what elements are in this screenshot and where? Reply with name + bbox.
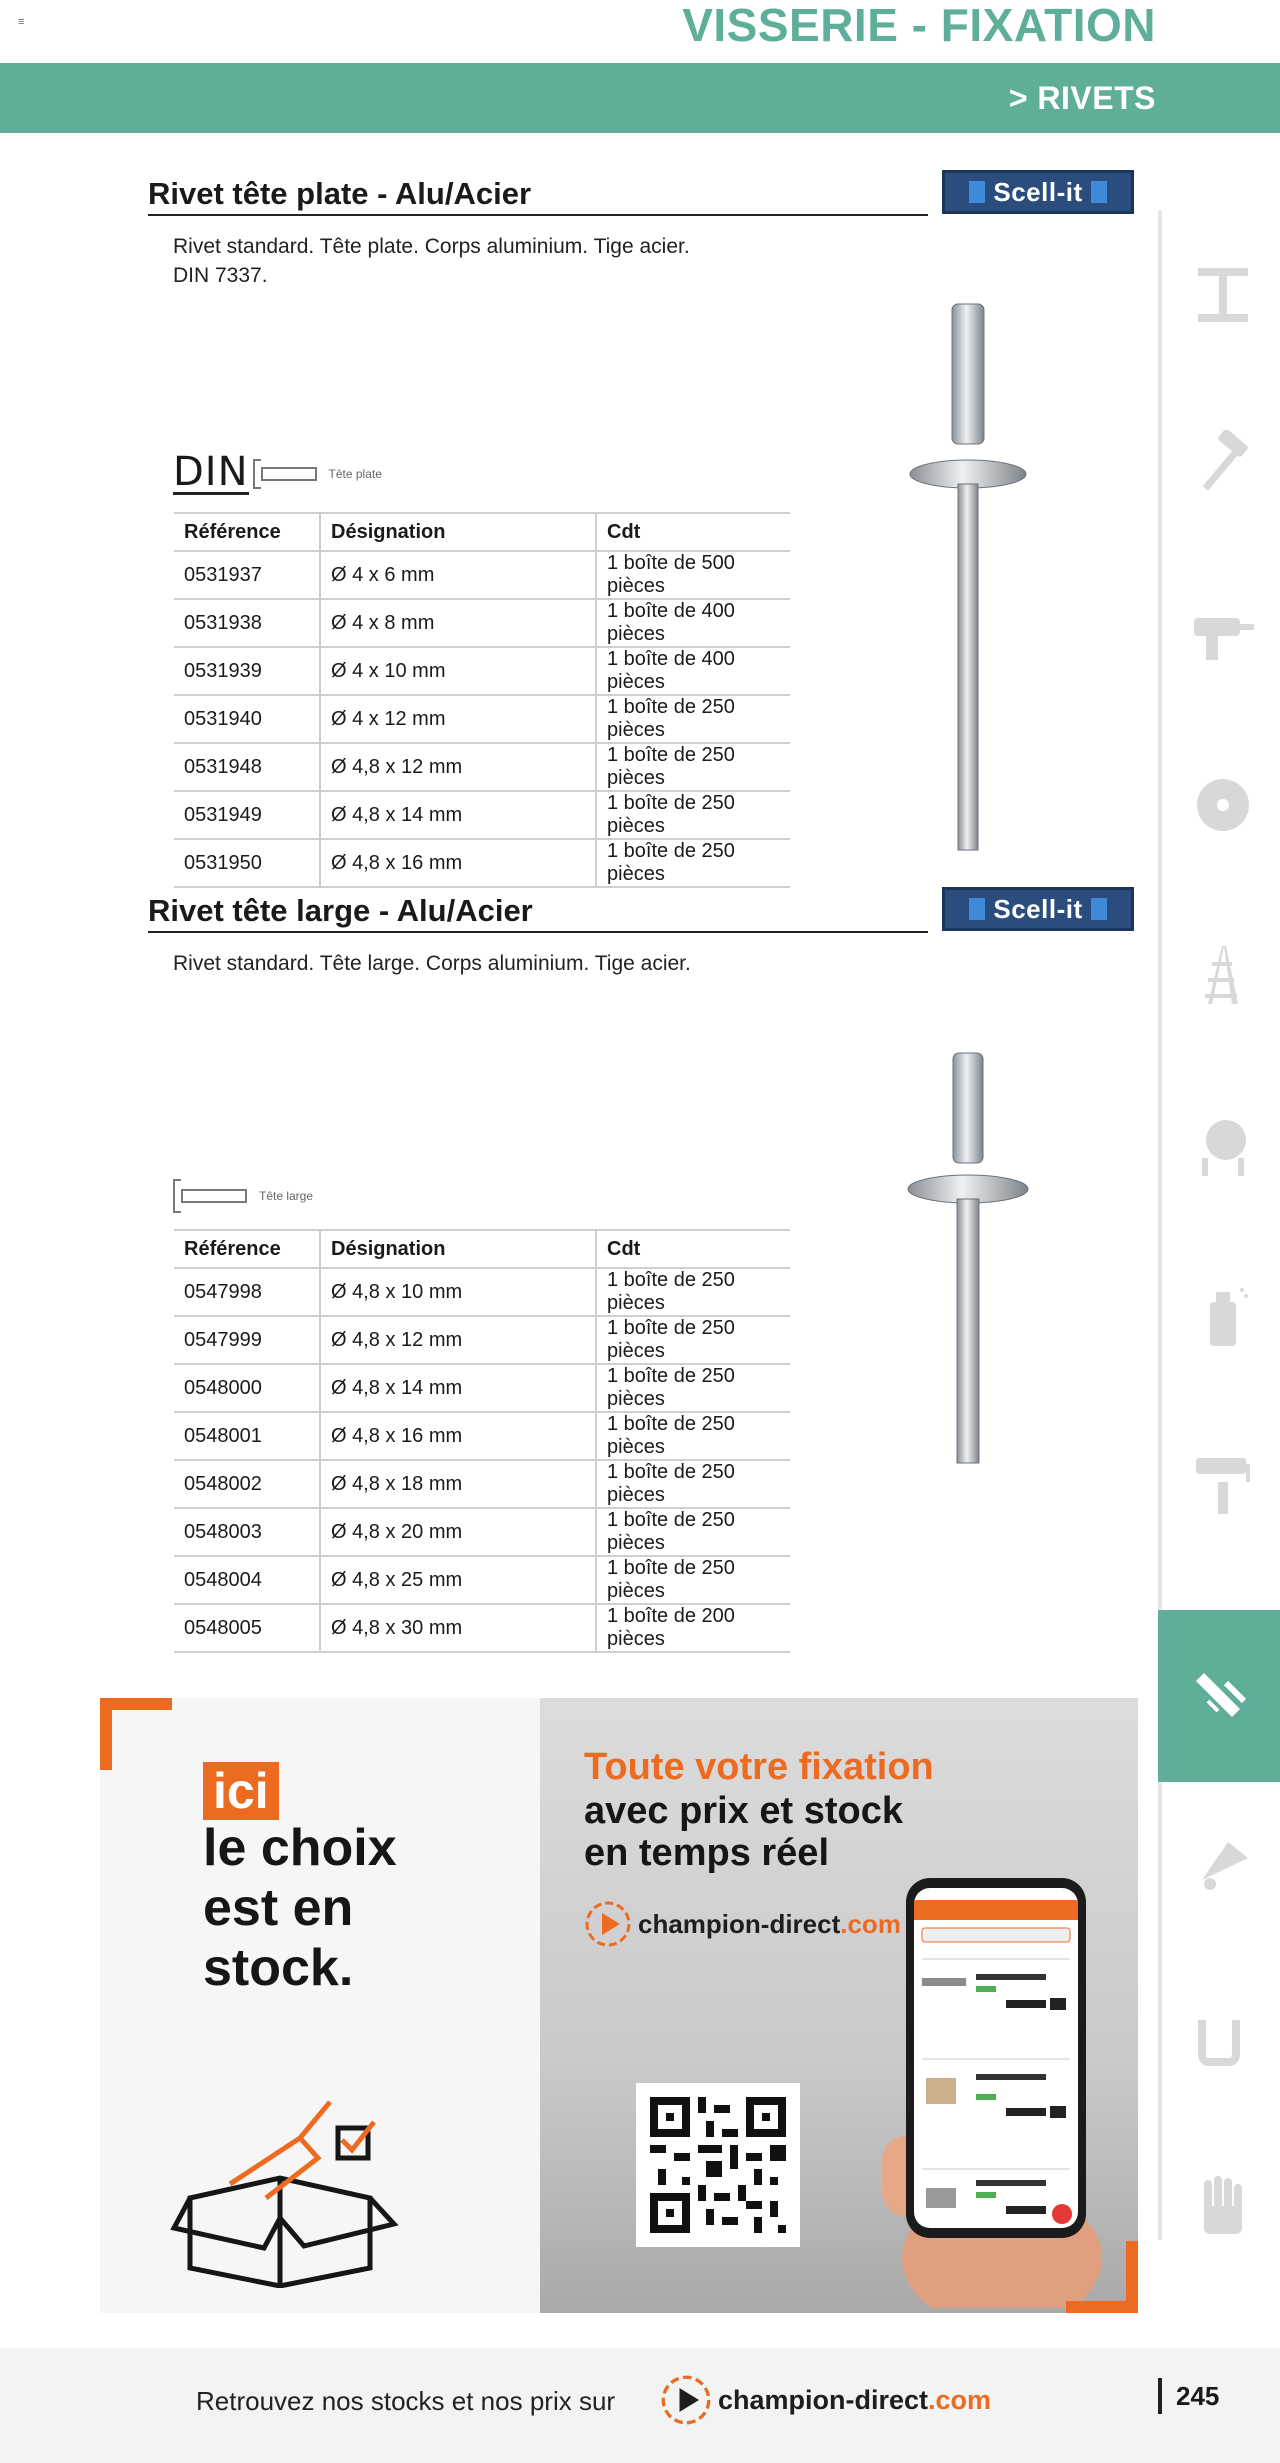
section-title: Rivet tête plate - Alu/Acier: [148, 176, 928, 216]
product-table: [174, 512, 790, 888]
orange-corner: [100, 1698, 172, 1770]
promo-left-panel: [100, 1698, 540, 2313]
table-cell: 0531937: [174, 551, 320, 599]
page-number: 245: [1158, 2378, 1219, 2414]
table-row: [174, 599, 790, 647]
pipe-icon[interactable]: [1162, 1950, 1280, 2120]
site-tld: .com: [840, 1908, 901, 1939]
table-cell: 1 boîte de 500 pièces: [596, 551, 790, 599]
table-cell: 0548002: [174, 1460, 320, 1508]
rivet-schema-icon: [173, 1179, 247, 1213]
concrete-mixer-icon[interactable]: [1162, 1060, 1280, 1230]
brand-name: Scell-it: [993, 893, 1083, 924]
table-row: [174, 839, 790, 887]
hammer-icon[interactable]: [1162, 380, 1280, 550]
table-cell: Ø 4,8 x 14 mm: [320, 791, 596, 839]
table-header-row: [174, 513, 790, 551]
section-description: Rivet standard. Tête large. Corps aluminium. Tige acier.: [173, 952, 691, 975]
qr-code[interactable]: [636, 2083, 800, 2247]
category-sidebar: [1158, 210, 1280, 2240]
table-cell: Ø 4 x 8 mm: [320, 599, 596, 647]
table-cell: 0531949: [174, 791, 320, 839]
spray-can-icon[interactable]: [1162, 1230, 1280, 1400]
table-row: [174, 1460, 790, 1508]
table-cell: 0548003: [174, 1508, 320, 1556]
page-footer: [0, 2348, 1280, 2463]
table-row: [174, 551, 790, 599]
table-row: [174, 647, 790, 695]
footer-text: Retrouvez nos stocks et nos prix sur: [196, 2386, 616, 2416]
table-cell: 1 boîte de 250 pièces: [596, 1556, 790, 1604]
product-section-flat-head: [148, 176, 1134, 885]
rivet-schema-icon: [253, 459, 317, 489]
table-row: [174, 1316, 790, 1364]
table-cell: Ø 4,8 x 18 mm: [320, 1460, 596, 1508]
page-category-title: VISSERIE - FIXATION: [682, 0, 1156, 51]
site-name: champion-direct: [718, 2384, 929, 2415]
table-cell: 0548000: [174, 1364, 320, 1412]
schema-label: Tête plate: [328, 466, 382, 481]
rivet-large-head-image: [893, 1043, 1043, 1473]
table-cell: Ø 4 x 6 mm: [320, 551, 596, 599]
table-cell: Ø 4,8 x 30 mm: [320, 1604, 596, 1652]
footer-champion-direct-link[interactable]: [660, 2374, 991, 2426]
din-label: DIN: [173, 449, 249, 495]
rivet-schema: [173, 1179, 313, 1213]
table-cell: 1 boîte de 250 pièces: [596, 1316, 790, 1364]
paint-roller-icon[interactable]: [1162, 1400, 1280, 1570]
play-arrow-icon: [584, 1900, 632, 1948]
table-cell: 1 boîte de 250 pièces: [596, 1508, 790, 1556]
header-band: [0, 63, 1280, 133]
table-cell: 0548004: [174, 1556, 320, 1604]
table-cell: 0547999: [174, 1316, 320, 1364]
promo-subheadline: avec prix et stock en temps réel: [584, 1790, 903, 1874]
table-cell: 1 boîte de 250 pièces: [596, 743, 790, 791]
table-row: [174, 1268, 790, 1316]
table-cell: Ø 4,8 x 25 mm: [320, 1556, 596, 1604]
table-row: [174, 1508, 790, 1556]
table-row: [174, 791, 790, 839]
schema-label: Tête large: [259, 1189, 314, 1203]
drill-icon[interactable]: [1162, 550, 1280, 720]
table-row: [174, 1556, 790, 1604]
play-arrow-icon: [660, 2374, 712, 2426]
saw-blade-icon[interactable]: [1162, 720, 1280, 890]
brand-name: Scell-it: [993, 176, 1083, 207]
promo-choice-text: le choix est en stock.: [203, 1819, 397, 1997]
table-cell: 0547998: [174, 1268, 320, 1316]
table-cell: 1 boîte de 400 pièces: [596, 599, 790, 647]
table-row: [174, 1604, 790, 1652]
box-drill-illustration: [170, 2088, 400, 2288]
table-cell: 0531940: [174, 695, 320, 743]
brand-logo-scell-it: [942, 170, 1134, 214]
site-name: champion-direct: [638, 1908, 841, 1939]
table-cell: 1 boîte de 250 pièces: [596, 1460, 790, 1508]
table-cell: 1 boîte de 250 pièces: [596, 1364, 790, 1412]
table-cell: 0531950: [174, 839, 320, 887]
din-schema: [173, 449, 382, 495]
table-cell: 1 boîte de 250 pièces: [596, 695, 790, 743]
column-header: Désignation: [320, 1230, 596, 1268]
column-header: Référence: [174, 1230, 320, 1268]
table-cell: Ø 4 x 12 mm: [320, 695, 596, 743]
column-header: Référence: [174, 513, 320, 551]
table-cell: 1 boîte de 400 pièces: [596, 647, 790, 695]
rivet-flat-head-image: [893, 294, 1043, 894]
promo-banner[interactable]: [100, 1698, 1138, 2313]
table-cell: 1 boîte de 250 pièces: [596, 791, 790, 839]
table-cell: Ø 4,8 x 20 mm: [320, 1508, 596, 1556]
champion-direct-logo[interactable]: [584, 1900, 901, 1948]
section-title: Rivet tête large - Alu/Acier: [148, 893, 928, 933]
table-row: [174, 695, 790, 743]
table-cell: Ø 4,8 x 16 mm: [320, 839, 596, 887]
promo-right-panel: [540, 1698, 1138, 2313]
section-description: Rivet standard. Tête plate. Corps aluminium. Tige acier. DIN 7337.: [173, 235, 690, 287]
column-header: Cdt: [596, 513, 790, 551]
product-section-large-head: [148, 893, 1134, 1650]
table-cell: Ø 4 x 10 mm: [320, 647, 596, 695]
table-cell: 0531948: [174, 743, 320, 791]
table-cell: 1 boîte de 250 pièces: [596, 1268, 790, 1316]
brand-logo-scell-it: [942, 887, 1134, 931]
ladder-icon[interactable]: [1162, 890, 1280, 1060]
promo-headline: Toute votre fixation: [584, 1746, 934, 1788]
column-header: Cdt: [596, 1230, 790, 1268]
table-cell: Ø 4,8 x 16 mm: [320, 1412, 596, 1460]
table-cell: Ø 4,8 x 12 mm: [320, 1316, 596, 1364]
column-header: Désignation: [320, 513, 596, 551]
table-cell: 0548005: [174, 1604, 320, 1652]
table-cell: 0548001: [174, 1412, 320, 1460]
table-cell: Ø 4,8 x 10 mm: [320, 1268, 596, 1316]
table-cell: 1 boîte de 250 pièces: [596, 1412, 790, 1460]
promo-ici-label: ici: [203, 1762, 279, 1820]
glove-icon[interactable]: [1162, 2120, 1280, 2290]
site-tld: .com: [928, 2384, 992, 2415]
table-cell: 0531938: [174, 599, 320, 647]
fixing-icon[interactable]: [1158, 1610, 1280, 1782]
table-header-row: [174, 1230, 790, 1268]
header-mark: ≡: [18, 16, 25, 28]
beam-icon[interactable]: [1162, 210, 1280, 380]
page-subcategory: > RIVETS: [1008, 80, 1156, 116]
table-cell: 0531939: [174, 647, 320, 695]
table-cell: Ø 4,8 x 14 mm: [320, 1364, 596, 1412]
table-row: [174, 1412, 790, 1460]
table-cell: 1 boîte de 200 pièces: [596, 1604, 790, 1652]
table-cell: 1 boîte de 250 pièces: [596, 839, 790, 887]
table-row: [174, 1364, 790, 1412]
table-row: [174, 743, 790, 791]
orange-corner: [1066, 2241, 1138, 2313]
table-cell: Ø 4,8 x 12 mm: [320, 743, 596, 791]
lamp-icon[interactable]: [1162, 1780, 1280, 1950]
product-table: [174, 1229, 790, 1653]
